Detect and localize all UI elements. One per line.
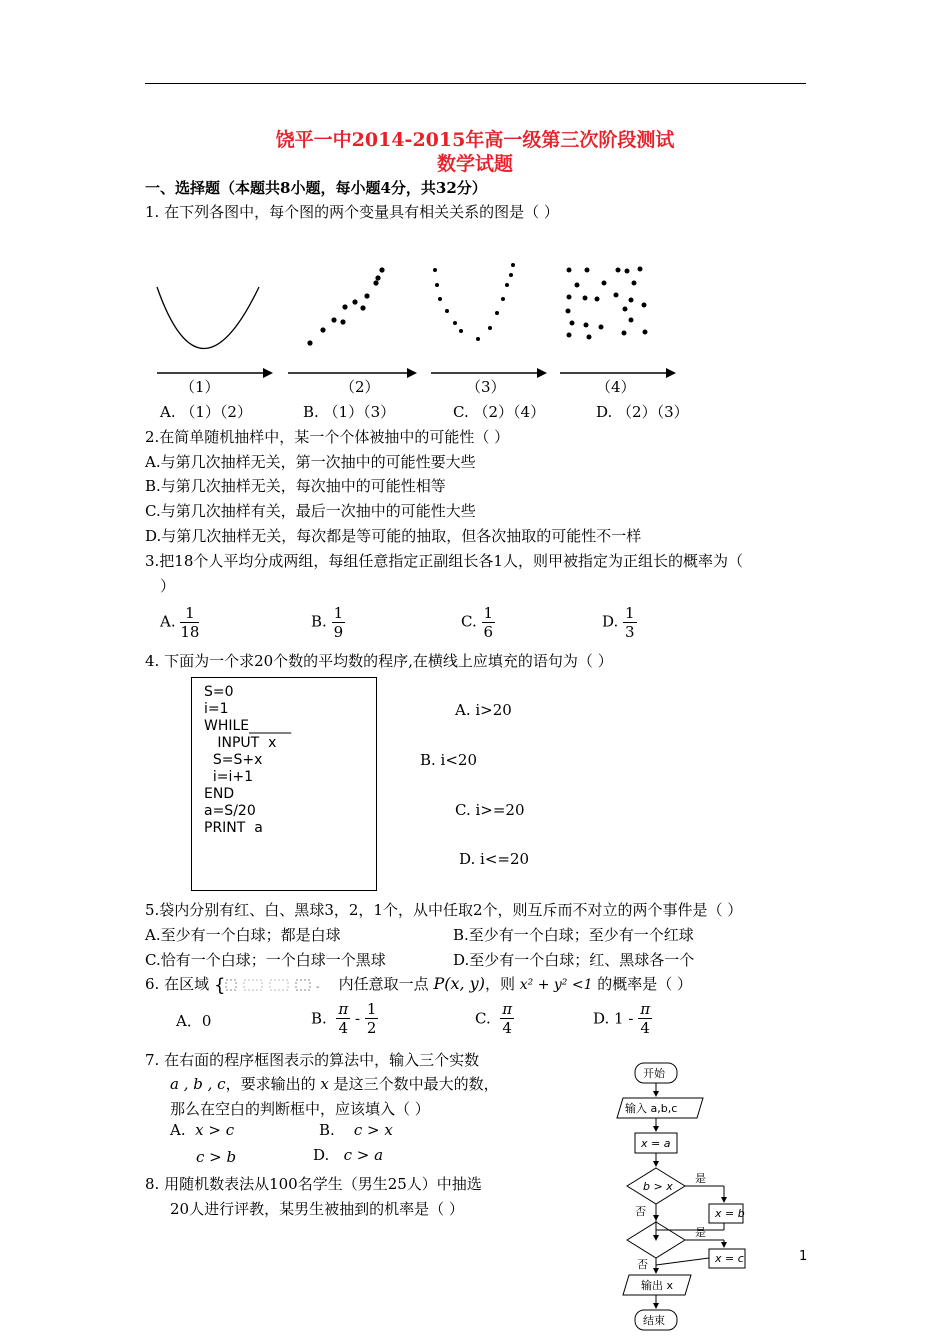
flow-no-label-1: 否: [635, 1205, 646, 1218]
q1-fig-label-1: （1）: [180, 378, 220, 396]
flow-end-label: 结束: [643, 1314, 665, 1327]
flow-cond1-label: b > x: [643, 1180, 673, 1193]
code-line: INPUT x: [204, 735, 277, 751]
q2-option-d: D.与第几次抽样无关，每次都是等可能的抽取，但各次抽取的可能性不一样: [145, 527, 642, 545]
q7-line2: a , b , c，要求输出的 x 是这三个数中最大的数，: [170, 1075, 499, 1093]
flow-assign2-label: x = b: [715, 1207, 745, 1220]
q1-option-a: A. （1）（2）: [160, 403, 252, 421]
q1-option-c: C. （2）（4）: [453, 403, 546, 421]
q3-option-c: C. $\frac{1}{6}$: [461, 604, 494, 641]
flowchart: [605, 1055, 765, 1344]
q5-stem: 5.袋内分别有红、白、黑球3，2，1个，从中任取2个，则互斥而不对立的两个事件是（ ）: [145, 901, 743, 919]
code-line: WHILE______: [204, 718, 292, 734]
q1-fig-label-2: （2）: [340, 378, 380, 396]
q5-option-a: A.至少有一个白球；都是白球: [145, 926, 341, 944]
code-line: a=S/20: [204, 803, 256, 819]
code-line: S=S+x: [204, 752, 263, 768]
q2-option-a: A.与第几次抽样无关，第一次抽中的可能性要大些: [145, 453, 476, 471]
q1-figures: [145, 255, 685, 385]
q4-code-box: [191, 677, 377, 891]
q1-option-d: D. （2）（3）: [596, 403, 689, 421]
page-subtitle: 数学试题: [436, 153, 513, 175]
code-line: i=1: [204, 701, 229, 717]
q7-line1: 7. 在右面的程序框图表示的算法中，输入三个实数: [145, 1051, 480, 1069]
flow-no-label-2: 否: [637, 1258, 648, 1271]
q7-option-c: c > b: [196, 1148, 237, 1166]
code-line: i=i+1: [204, 769, 254, 785]
q3-option-b: B. $\frac{1}{9}$: [311, 604, 344, 641]
q4-option-a: A. i>20: [455, 701, 512, 719]
q6-option-a: A．0: [176, 1012, 212, 1030]
svg-text:-: -: [315, 982, 320, 993]
q2-option-b: B.与第几次抽样无关，每次抽中的可能性相等: [145, 477, 446, 495]
q3-option-a: A. $\frac{1}{18}$: [160, 604, 200, 641]
header-rule: [145, 83, 806, 84]
q7-option-b: B. c > x: [319, 1121, 393, 1139]
flow-yes-label-1: 是: [695, 1172, 706, 1185]
scatter-linear: [307, 267, 384, 345]
code-line: S=0: [204, 684, 234, 700]
page-title: 饶平一中2014-2015年高一级第三次阶段测试: [275, 129, 675, 151]
svg-text:{: {: [213, 976, 226, 994]
region-system-brace: [214, 976, 334, 994]
scatter-random: [566, 267, 648, 340]
flow-assign3-label: x = c: [715, 1252, 744, 1265]
flow-assign1-label: x = a: [641, 1137, 671, 1150]
q5-option-c: C.恰有一个白球；一个白球一个黑球: [145, 951, 386, 969]
flow-input-label: 输入 a,b,c: [625, 1102, 678, 1115]
q8-line2: 20人进行评教，某男生被抽到的机率是（ ）: [170, 1200, 464, 1218]
code-line: END: [204, 786, 235, 802]
section-heading: 一、选择题（本题共8小题，每小题4分，共32分）: [145, 179, 487, 197]
q4-option-d: D. i<=20: [459, 850, 530, 868]
q3-stem-end: ）: [160, 577, 176, 595]
q4-option-b: B. i<20: [420, 751, 478, 769]
q6-option-d: D. 1 - $\frac{\pi}{4}$: [593, 1000, 651, 1037]
scatter-v-shape: [433, 263, 515, 341]
q6-option-c: C. $\frac{\pi}{4}$: [475, 1000, 513, 1037]
q4-option-c: C. i>=20: [455, 801, 525, 819]
q6-option-b: B. $\frac{\pi}{4}$ - $\frac{1}{2}$: [311, 1000, 377, 1037]
q2-stem: 2.在简单随机抽样中，某一个个体被抽中的可能性（ ）: [145, 428, 510, 446]
q1-option-b: B. （1）（3）: [303, 403, 396, 421]
q6-stem: 6. 在区域 { - 内任意取一点 P(x, y)，则 x² + y² <1 的概率是（ ）: [145, 974, 693, 994]
page-number: 1: [799, 1249, 808, 1264]
parabola-curve: [157, 287, 259, 349]
q1-fig-label-3: （3）: [466, 378, 506, 396]
flow-start-label: 开始: [643, 1067, 665, 1080]
q5-option-d: D.至少有一个白球；红、黑球各一个: [453, 951, 695, 969]
q7-option-d: D. c > a: [313, 1146, 384, 1164]
code-line: PRINT a: [204, 820, 263, 836]
flow-output-label: 输出 x: [641, 1279, 674, 1292]
q5-option-b: B.至少有一个白球；至少有一个红球: [453, 926, 694, 944]
q1-stem: 1. 在下列各图中，每个图的两个变量具有相关关系的图是（ ）: [145, 203, 559, 221]
q8-line1: 8. 用随机数表法从100名学生（男生25人）中抽选: [145, 1175, 482, 1193]
q1-fig-label-4: （4）: [596, 378, 636, 396]
q3-option-d: D. $\frac{1}{3}$: [602, 604, 635, 641]
q7-option-a: A. x > c: [170, 1121, 235, 1139]
q2-option-c: C.与第几次抽样有关，最后一次抽中的可能性大些: [145, 502, 476, 520]
q3-stem: 3.把18个人平均分成两组，每组任意指定正副组长各1人，则甲被指定为正组长的概率为（: [145, 552, 743, 570]
q4-stem: 4. 下面为一个求20个数的平均数的程序,在横线上应填充的语句为（ ）: [145, 652, 613, 670]
flow-yes-label-2: 是: [695, 1226, 706, 1239]
q7-line3: 那么在空白的判断框中，应该填入（ ）: [170, 1100, 430, 1118]
